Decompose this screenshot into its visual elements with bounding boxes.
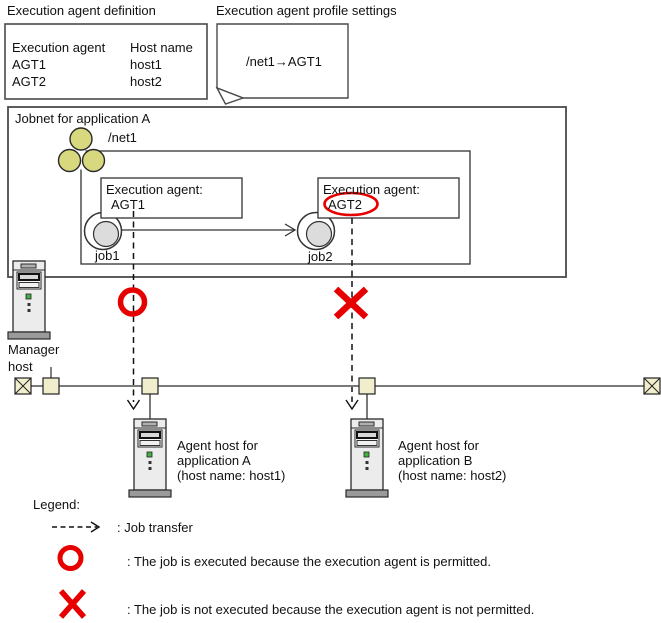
manager-host-label-line2: host: [8, 359, 33, 374]
legend-circle-icon: [60, 548, 81, 569]
job1-agent-label-line1: Execution agent:: [106, 182, 203, 197]
agent-host2-label-line1: Agent host for: [398, 438, 479, 453]
agent-host1-label-line1: Agent host for: [177, 438, 258, 453]
legend-item-not-permitted: : The job is not executed because the execution agent is not permitted.: [127, 602, 535, 617]
manager-host-label-line1: Manager: [8, 342, 60, 357]
definition-row-host: host1: [130, 57, 162, 72]
job2-agent-label-line1: Execution agent:: [323, 182, 420, 197]
agent-host1-icon: [129, 419, 171, 497]
agent-host1-label-line3: (host name: host1): [177, 468, 286, 483]
network-node-agent2-icon: [359, 378, 375, 394]
job2-label: job2: [308, 249, 333, 264]
not-permitted-cross-mark: [336, 289, 366, 317]
legend-cross-icon: [61, 591, 84, 617]
job1-agent-label-line2: AGT1: [111, 197, 145, 212]
network-terminator-right-icon: [644, 378, 660, 394]
network-node-agent1-icon: [142, 378, 158, 394]
permitted-circle-mark: [121, 290, 145, 314]
definition-col-host: Host name: [130, 40, 193, 55]
legend-dashed-arrow-icon: [52, 522, 99, 532]
agent-host2-label-line3: (host name: host2): [398, 468, 507, 483]
jobnet-title: Jobnet for application A: [15, 111, 151, 126]
network-node-manager-icon: [43, 378, 59, 394]
definition-row-agent: AGT1: [12, 57, 46, 72]
manager-host-icon: [8, 261, 50, 339]
definition-row-host: host2: [130, 74, 162, 89]
profile-panel-title: Execution agent profile settings: [216, 3, 397, 18]
net-label: /net1: [108, 130, 137, 145]
legend-title: Legend:: [33, 497, 80, 512]
agent-host1-label-line2: application A: [177, 453, 251, 468]
agent-host2-label-line2: application B: [398, 453, 473, 468]
network-terminator-left-icon: [15, 378, 31, 394]
legend-item-job-transfer: : Job transfer: [117, 520, 193, 535]
legend-item-permitted: : The job is executed because the execution agent is permitted.: [127, 554, 491, 569]
agent-host2-icon: [346, 419, 388, 497]
definition-col-agent: Execution agent: [12, 40, 106, 55]
definition-row-agent: AGT2: [12, 74, 46, 89]
job1-label: job1: [95, 248, 120, 263]
definition-panel-title: Execution agent definition: [7, 3, 156, 18]
profile-note-text: /net1→AGT1: [246, 54, 322, 69]
job2-agent-label-line2: AGT2: [328, 197, 362, 212]
